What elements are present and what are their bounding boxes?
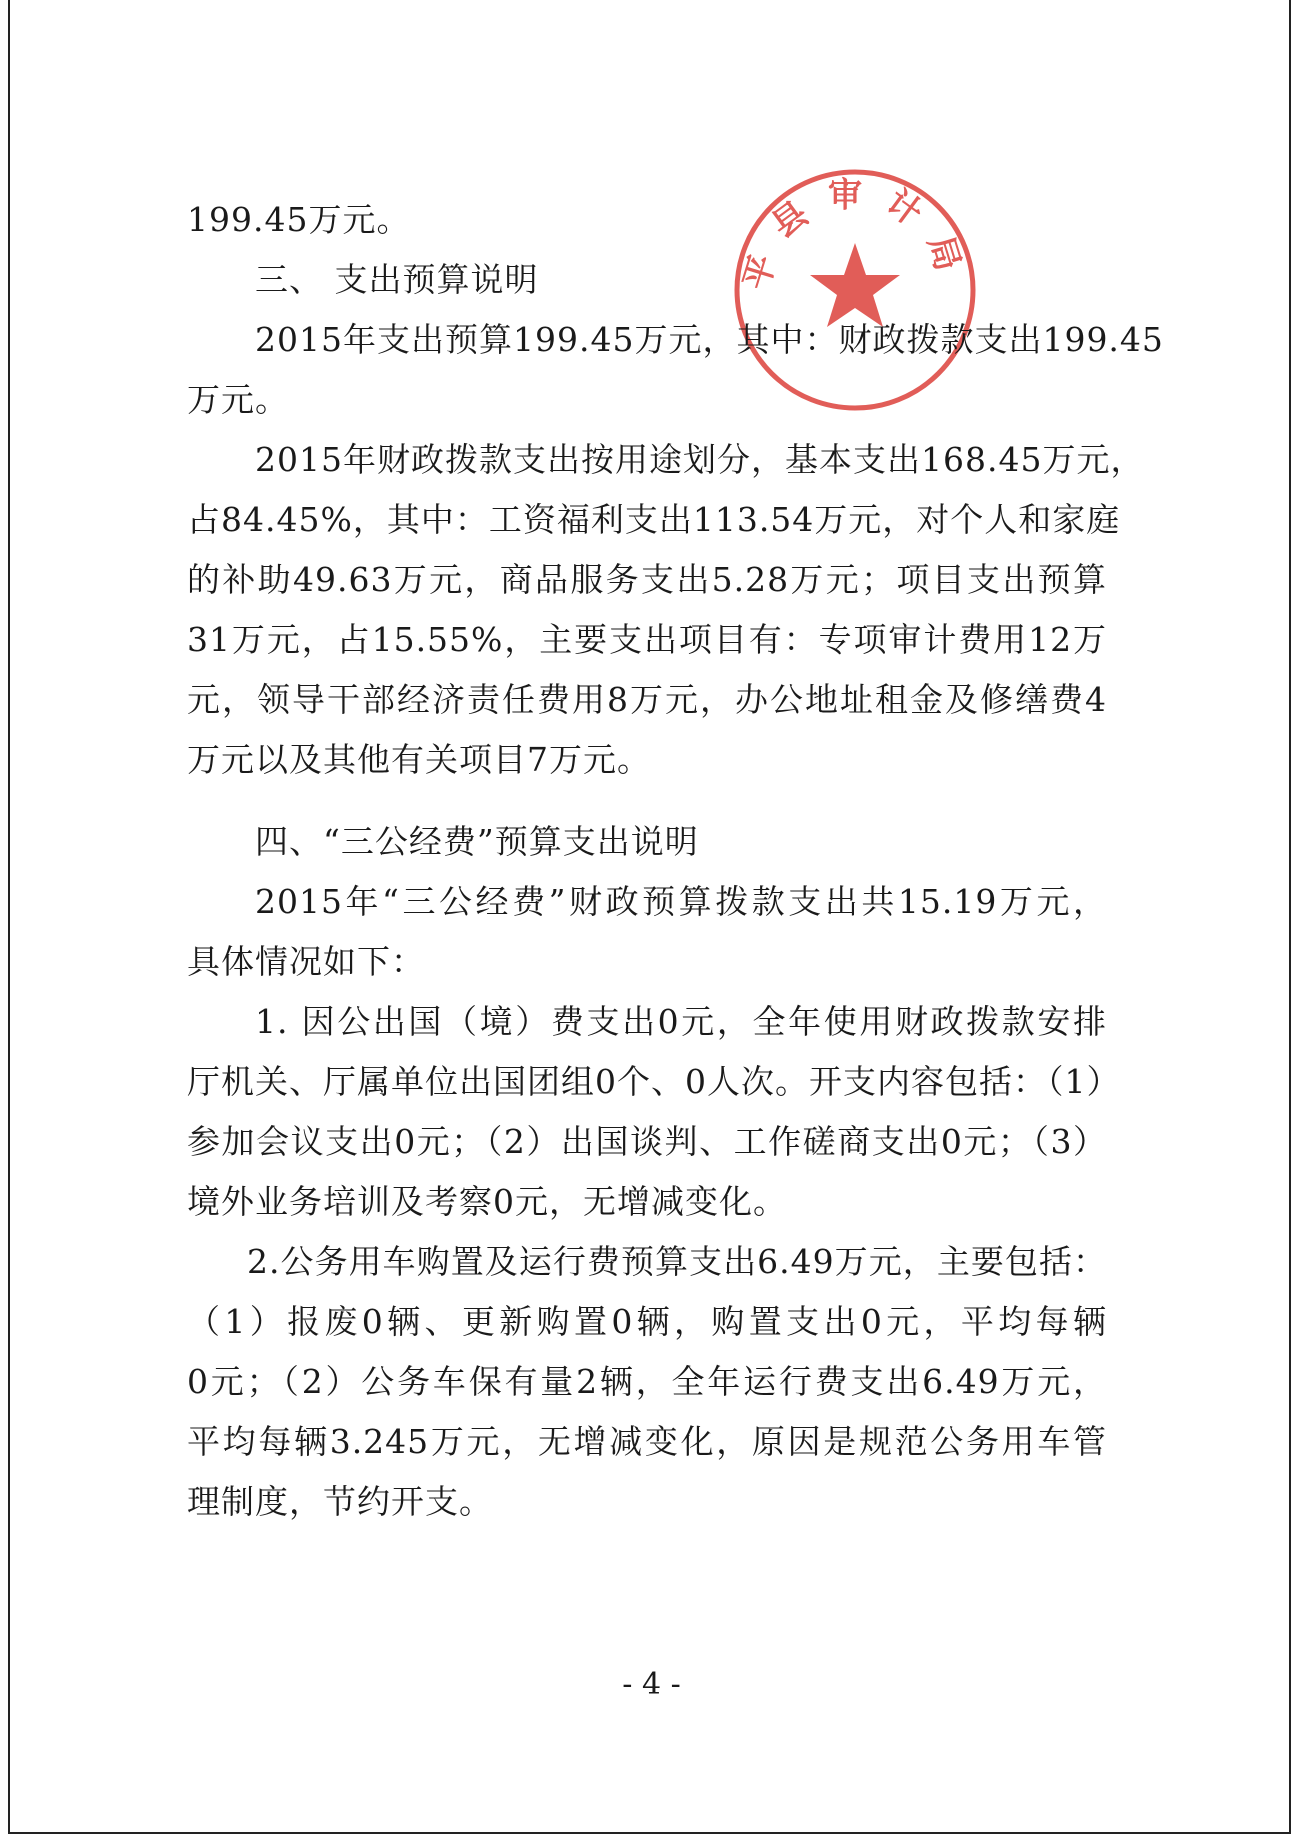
text-line: 2015年支出预算199.45万元，其中：财政拨款支出199.45 <box>255 320 1164 359</box>
text-line: 平均每辆3.245万元，无增减变化，原因是规范公务用车管 <box>187 1422 1107 1461</box>
text-line: 31万元，占15.55%，主要支出项目有：专项审计费用12万 <box>187 620 1107 659</box>
text-line: 理制度，节约开支。 <box>187 1482 493 1521</box>
text-line: 2015年财政拨款支出按用途划分，基本支出168.45万元， <box>255 440 1145 479</box>
page-number: - 4 - <box>622 1667 681 1702</box>
text-line: 具体情况如下： <box>187 942 425 981</box>
text-line: 2015年“三公经费”财政预算拨款支出共15.19万元， <box>255 882 1107 921</box>
text-line: 万元以及其他有关项目7万元。 <box>187 740 651 779</box>
svg-text:平县审计局: 平县审计局 <box>736 175 974 295</box>
text-line: 的补助49.63万元，商品服务支出5.28万元；项目支出预算 <box>187 560 1107 599</box>
text-line: （1）报废0辆、更新购置0辆，购置支出0元，平均每辆 <box>187 1302 1107 1341</box>
document-body <box>187 190 1164 1532</box>
text-line: 三、 支出预算说明 <box>255 260 539 299</box>
text-line: 199.45万元。 <box>187 200 411 239</box>
text-line: 元，领导干部经济责任费用8万元，办公地址租金及修缮费4 <box>187 680 1107 719</box>
text-line: 2.公务用车购置及运行费预算支出6.49万元，主要包括： <box>247 1242 1107 1281</box>
text-line: 境外业务培训及考察0元，无增减变化。 <box>187 1182 787 1221</box>
text-line: 四、“三公经费”预算支出说明 <box>255 822 699 861</box>
text-line: 1. 因公出国（境）费支出0元，全年使用财政拨款安排 <box>255 1002 1107 1041</box>
text-line: 0元；（2）公务车保有量2辆，全年运行费支出6.49万元， <box>187 1362 1107 1401</box>
text-line: 厅机关、厅属单位出国团组0个、0人次。开支内容包括：（1） <box>187 1062 1121 1101</box>
text-line: 万元。 <box>187 380 289 419</box>
text-line: 占84.45%，其中：工资福利支出113.54万元，对个人和家庭 <box>187 500 1121 539</box>
text-line: 参加会议支出0元；（2）出国谈判、工作磋商支出0元；（3） <box>187 1122 1107 1161</box>
